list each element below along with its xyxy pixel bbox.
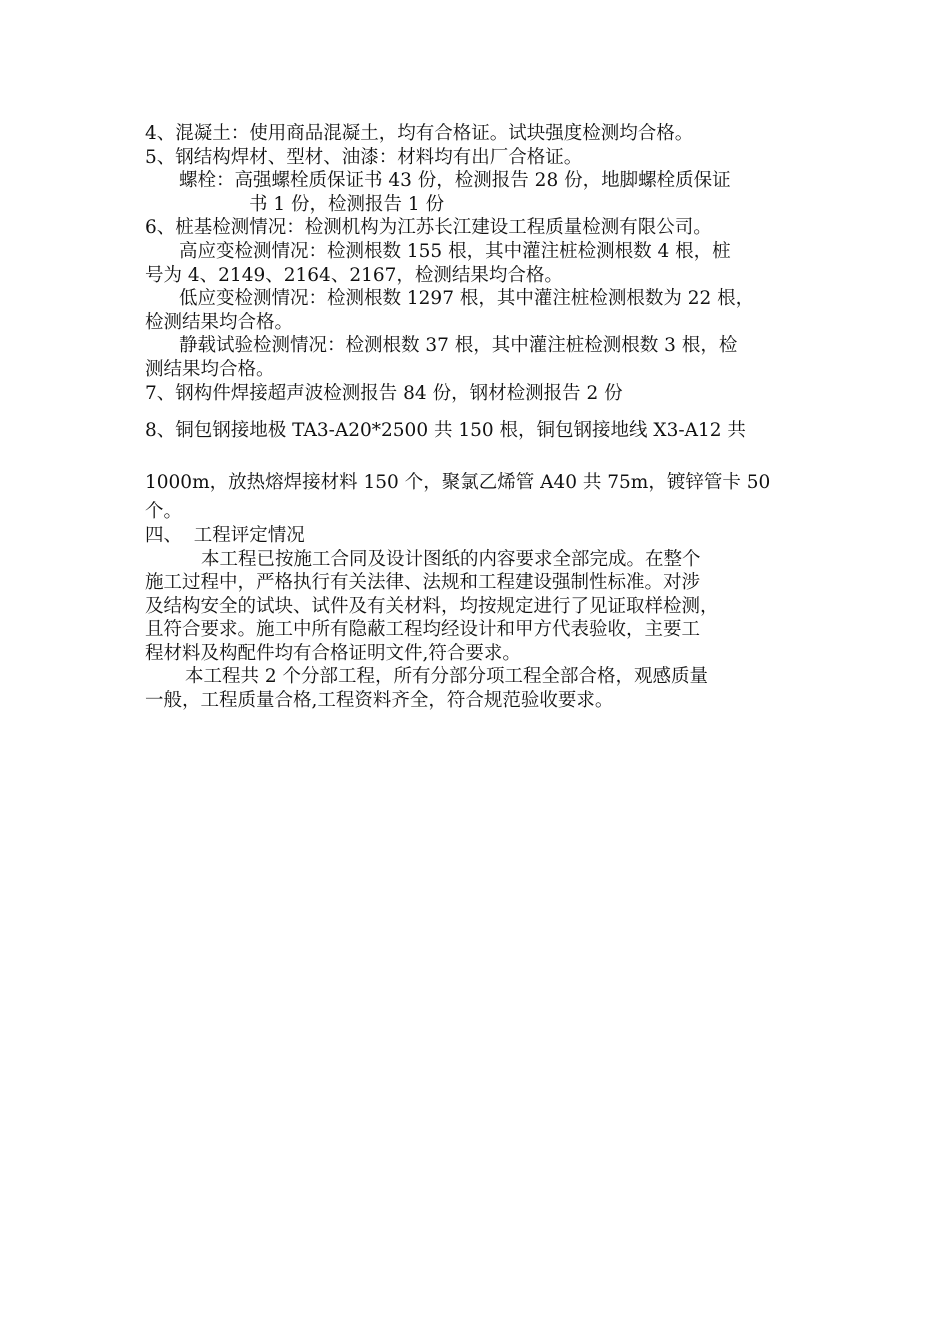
section-4-heading: 四、 工程评定情况 xyxy=(145,524,305,546)
evaluation-para-1-line-4: 且符合要求。施工中所有隐蔽工程均经设计和甲方代表验收，主要工 xyxy=(145,619,701,641)
low-strain-line-1: 低应变检测情况：检测根数 1297 根，其中灌注桩检测根数为 22 根， xyxy=(179,288,755,310)
item-7-weld-ultrasonic: 7、钢构件焊接超声波检测报告 84 份，钢材检测报告 2 份 xyxy=(145,382,623,404)
item-6-pile-testing: 6、桩基检测情况：检测机构为江苏长江建设工程质量检测有限公司。 xyxy=(145,217,712,239)
item-8-line-2: 1000m，放热熔焊接材料 150 个，聚氯乙烯管 Α40 共 75m，镀锌管卡 50 xyxy=(145,471,771,493)
static-load-line-2: 测结果均合格。 xyxy=(145,358,275,380)
high-strain-line-1: 高应变检测情况：检测根数 155 根，其中灌注桩检测根数 4 根，桩 xyxy=(179,240,731,262)
item-8-line-1: 8、铜包钢接地极 TA3-Α20*2500 共 150 根，铜包钢接地线 X3-Α12 共 xyxy=(145,420,746,442)
high-strain-line-2: 号为 4、2149、2164、2167，检测结果均合格。 xyxy=(145,264,563,286)
evaluation-para-1-line-3: 及结构安全的试块、试件及有关材料，均按规定进行了见证取样检测， xyxy=(145,595,719,617)
evaluation-para-2-line-1: 本工程共 2 个分部工程，所有分部分项工程全部合格，观感质量 xyxy=(185,666,709,688)
item-5-steel-materials: 5、钢结构焊材、型材、油漆：材料均有出厂合格证。 xyxy=(145,146,583,168)
evaluation-para-1-line-5: 程材料及构配件均有合格证明文件,符合要求。 xyxy=(145,642,521,664)
evaluation-para-1-line-1: 本工程已按施工合同及设计图纸的内容要求全部完成。在整个 xyxy=(201,548,701,570)
bolt-line-1: 螺栓：高强螺栓质保证书 43 份，检测报告 28 份，地脚螺栓质保证 xyxy=(179,170,731,192)
item-4-concrete: 4、混凝土：使用商品混凝土，均有合格证。试块强度检测均合格。 xyxy=(145,123,694,144)
evaluation-para-2-line-2: 一般，工程质量合格,工程资料齐全，符合规范验收要求。 xyxy=(145,690,614,712)
document-body xyxy=(145,122,825,713)
bolt-line-2: 书 1 份，检测报告 1 份 xyxy=(249,193,445,215)
evaluation-para-1-line-2: 施工过程中，严格执行有关法律、法规和工程建设强制性标准。对涉 xyxy=(145,572,701,594)
low-strain-line-2: 检测结果均合格。 xyxy=(145,311,294,333)
item-8-line-3: 个。 xyxy=(145,501,183,523)
static-load-line-1: 静载试验检测情况：检测根数 37 根，其中灌注桩检测根数 3 根，检 xyxy=(179,335,738,357)
